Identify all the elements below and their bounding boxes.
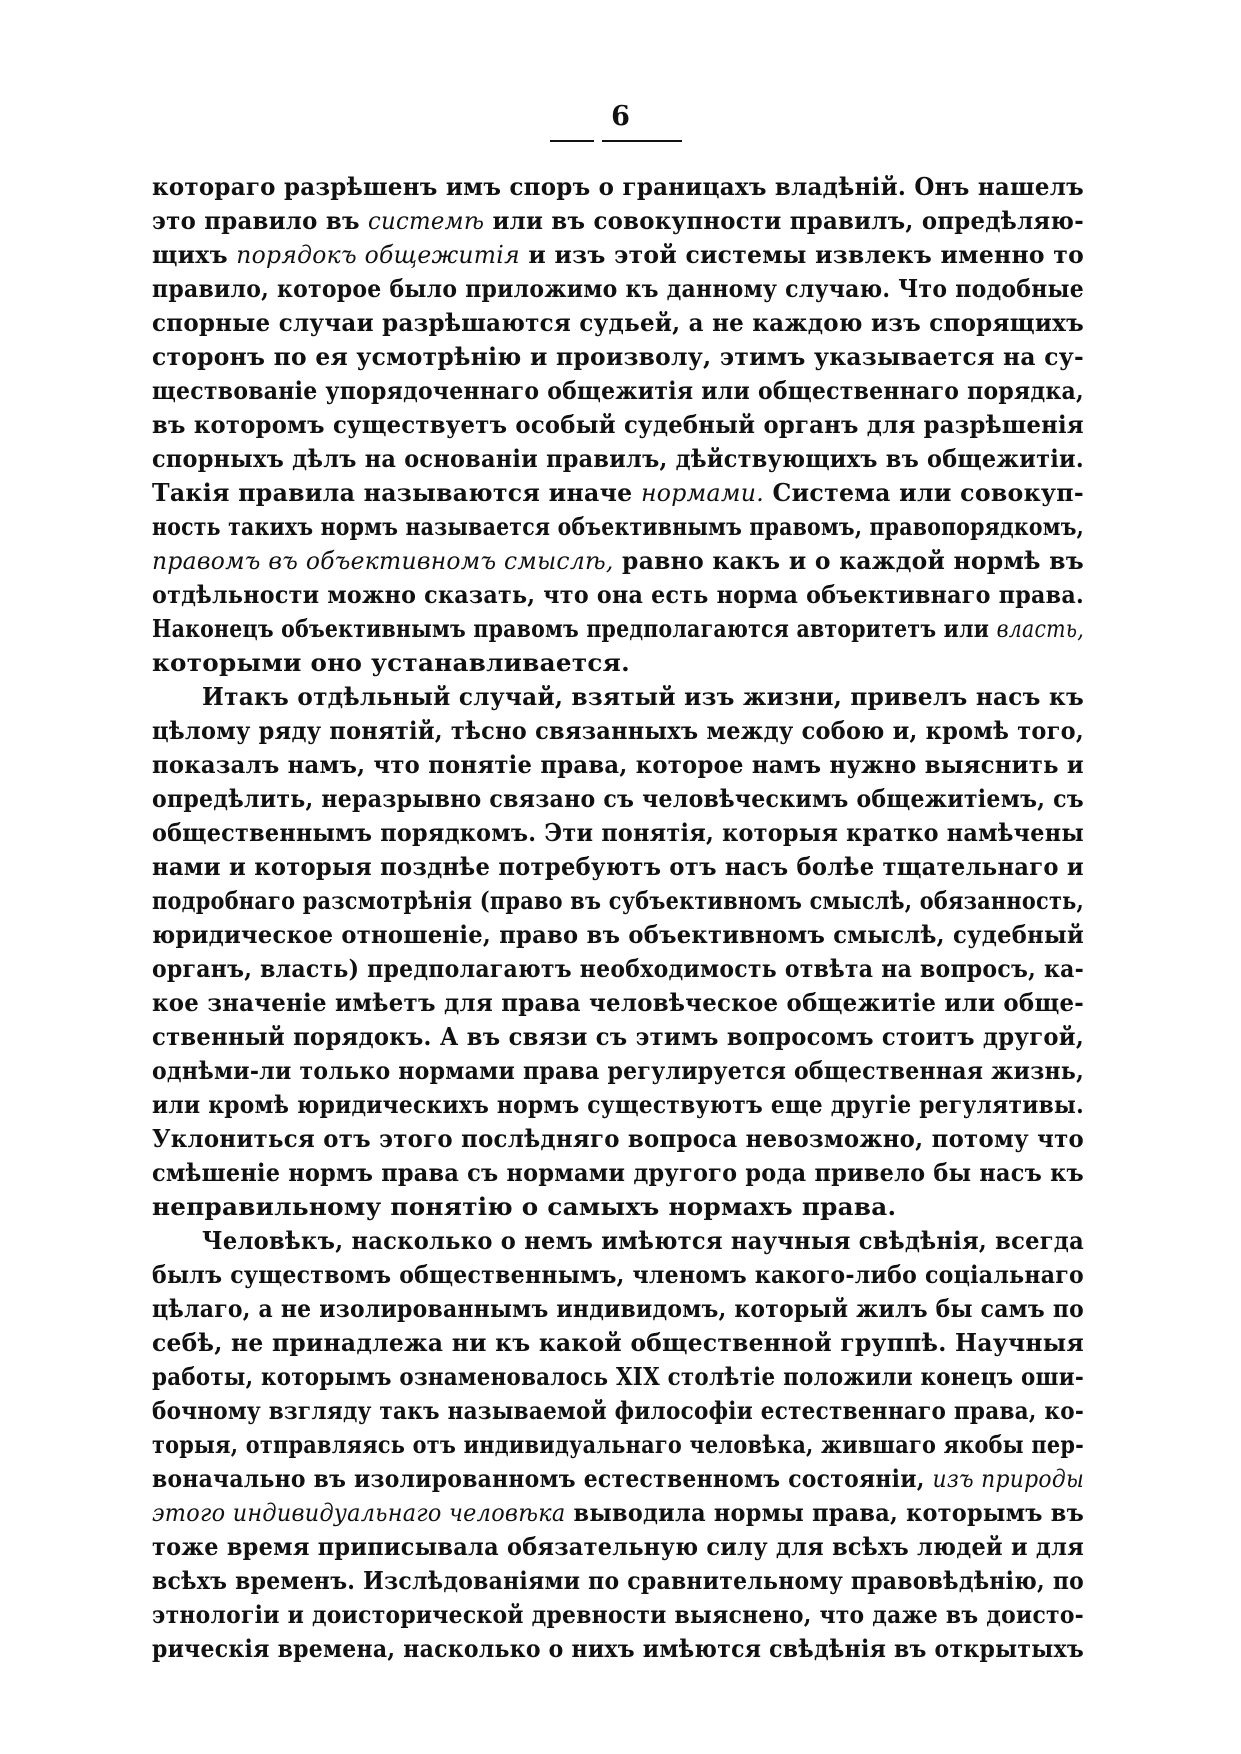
text-span: это правило въ <box>152 206 368 235</box>
text-line: смѣшеніе нормъ права съ нормами другого рода привело бы насъ къ <box>152 1158 1084 1187</box>
text-line: торыя, отправляясь отъ индивидуальнаго человѣка, жившаго якобы пер- <box>152 1430 1085 1459</box>
text-line: опредѣлить, неразрывно связано съ человѣческимъ общежитіемъ, съ <box>152 784 1084 813</box>
body-text <box>152 170 1084 1666</box>
text-span: Наконецъ объективнымъ правомъ предполагаются авторитетъ или <box>152 614 997 643</box>
text-line: цѣлаго, а не изолированнымъ индивидомъ, который жилъ бы самъ по <box>152 1294 1085 1323</box>
text-line: Уклониться отъ этого послѣдняго вопроса невозможно, потому что <box>152 1124 1084 1153</box>
text-line: себѣ, не принадлежа ни къ какой общественной группѣ. Научныя <box>152 1328 1085 1357</box>
text-line: общественнымъ порядкомъ. Эти понятія, которыя кратко намѣчены <box>152 818 1084 847</box>
text-line: спорныхъ дѣлъ на основаніи правилъ, дѣйствующихъ въ общежитіи. <box>152 444 1084 473</box>
text-line: правило, которое было приложимо къ данному случаю. Что подобные <box>152 274 1085 303</box>
text-span: и изъ этой системы извлекъ именно то <box>519 240 1084 269</box>
text-line: Человѣкъ, насколько о немъ имѣются научныя свѣдѣнія, всегда <box>202 1226 1085 1255</box>
italic-span: этого индивидуальнаго человѣка <box>152 1498 566 1527</box>
text-line: ность такихъ нормъ называется объективнымъ правомъ, правопорядкомъ, <box>152 512 1085 541</box>
italic-span: изъ природы <box>932 1464 1085 1493</box>
text-line: ществованіе упорядоченнаго общежитія или общественнаго порядка, <box>152 376 1084 405</box>
text-line: или кромѣ юридическихъ нормъ существуютъ еще другіе регулятивы. <box>152 1090 1084 1119</box>
text-line <box>152 544 1084 578</box>
text-span: воначально въ изолированномъ естественномъ состояніи, <box>152 1464 933 1493</box>
text-span: Система или совокуп- <box>764 478 1084 507</box>
text-line: юридическое отношеніе, право въ объективномъ смыслѣ, судебный <box>152 920 1085 949</box>
text-line <box>152 1462 1084 1496</box>
text-line: работы, которымъ ознаменовалось XIX столѣтіе положили конецъ оши- <box>152 1362 1085 1391</box>
text-line: въ которомъ существуетъ особый судебный органъ для разрѣшенія <box>152 410 1084 439</box>
text-span: Такія правила называются иначе <box>152 478 641 507</box>
text-line: однѣми-ли только нормами права регулируется общественная жизнь, <box>152 1056 1085 1085</box>
text-line <box>152 204 1084 238</box>
italic-span: нормами. <box>640 478 765 507</box>
text-line: которыми оно устанавливается. <box>152 648 631 677</box>
header-rule-left <box>550 140 594 142</box>
text-span: равно какъ и о каждой нормѣ въ <box>613 546 1084 575</box>
text-span: выводила нормы права, которымъ въ <box>565 1498 1085 1527</box>
text-line: бочному взгляду такъ называемой философіи естественнаго права, ко- <box>152 1396 1085 1425</box>
page-number: 6 <box>611 101 630 132</box>
text-line: котораго разрѣшенъ имъ споръ о границахъ владѣній. Онъ нашелъ <box>152 172 1085 201</box>
italic-span: системѣ <box>367 206 485 235</box>
italic-span: власть, <box>996 614 1084 643</box>
text-line: кое значеніе имѣетъ для права человѣческое общежитіе или обще- <box>152 988 1085 1017</box>
text-line <box>152 1496 1084 1530</box>
header-rule-right <box>602 140 682 142</box>
text-line: органъ, власть) предполагаютъ необходимость отвѣта на вопросъ, ка- <box>152 954 1084 983</box>
text-line: сторонъ по ея усмотрѣнію и произволу, этимъ указывается на су- <box>152 342 1084 371</box>
text-line: тоже время приписывала обязательную силу для всѣхъ людей и для <box>152 1532 1085 1561</box>
text-span: или въ совокупности правилъ, опредѣляю- <box>484 206 1084 235</box>
italic-span: правомъ въ объективномъ смыслѣ, <box>152 546 614 575</box>
text-line: былъ существомъ общественнымъ, членомъ какого-либо соціальнаго <box>152 1260 1084 1289</box>
text-line: показалъ намъ, что понятіе права, которое намъ нужно выяснить и <box>152 750 1085 779</box>
text-line: нами и которыя позднѣе потребуютъ отъ насъ болѣе тщательнаго и <box>152 852 1085 881</box>
text-line: спорные случаи разрѣшаются судьей, а не каждою изъ спорящихъ <box>152 308 1084 337</box>
text-line: подробнаго разсмотрѣнія (право въ субъективномъ смыслѣ, обязанность, <box>152 886 1085 915</box>
text-line: цѣлому ряду понятій, тѣсно связанныхъ между собою и, кромѣ того, <box>152 716 1084 745</box>
text-line: всѣхъ временъ. Изслѣдованіями по сравнительному правовѣдѣнію, по <box>152 1566 1085 1595</box>
text-line: этнологіи и доисторической древности выяснено, что даже въ доисто- <box>152 1600 1085 1629</box>
text-line: ственный порядокъ. А въ связи съ этимъ вопросомъ стоитъ другой, <box>152 1022 1085 1051</box>
text-line: рическія времена, насколько о нихъ имѣются свѣдѣнія въ открытыхъ <box>152 1634 1085 1663</box>
text-line <box>152 476 1084 510</box>
text-line <box>152 238 1084 272</box>
text-line: Итакъ отдѣльный случай, взятый изъ жизни, привелъ насъ къ <box>202 682 1085 711</box>
text-line <box>152 612 1084 646</box>
text-span: щихъ <box>152 240 237 269</box>
text-line: отдѣльности можно сказать, что она есть норма объективнаго права. <box>152 580 1084 609</box>
text-line: неправильному понятію о самыхъ нормахъ права. <box>152 1192 897 1221</box>
italic-span: порядокъ общежитія <box>236 240 520 269</box>
